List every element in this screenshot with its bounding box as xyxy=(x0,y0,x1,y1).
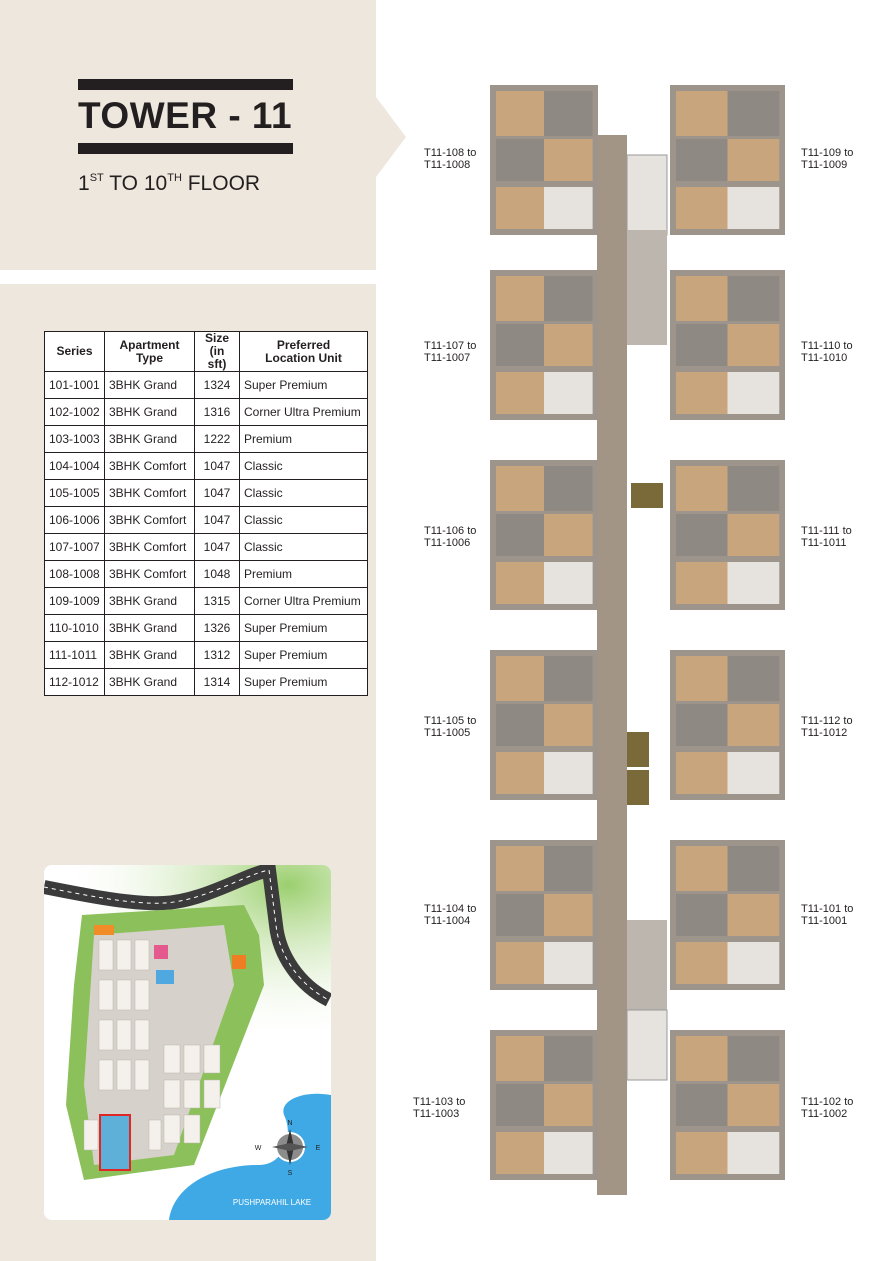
unit-label-line: T11-1007 xyxy=(424,352,471,364)
floor-plan xyxy=(405,80,875,1200)
room xyxy=(496,846,545,891)
table-header-row xyxy=(45,332,368,372)
room xyxy=(728,752,780,794)
unit-label-line: T11-1005 xyxy=(424,727,471,739)
room xyxy=(728,894,780,936)
title-rule-top xyxy=(78,79,293,90)
cell-location: Classic xyxy=(240,453,368,480)
cell-series: 109-1009 xyxy=(45,588,105,615)
header-location: Preferred Location Unit xyxy=(240,332,368,372)
cell-location: Classic xyxy=(240,507,368,534)
room xyxy=(496,704,545,746)
room xyxy=(676,276,728,321)
table-row xyxy=(45,372,368,399)
floor-range xyxy=(78,172,260,196)
unit-label-line: T11-103 to xyxy=(413,1096,466,1108)
room xyxy=(496,91,545,136)
table-row xyxy=(45,615,368,642)
room xyxy=(728,276,780,321)
table-row xyxy=(45,561,368,588)
lift xyxy=(631,483,663,508)
room xyxy=(728,91,780,136)
unit-label-line: T11-1009 xyxy=(801,159,848,171)
room xyxy=(676,656,728,701)
cell-type: 3BHK Comfort xyxy=(105,453,195,480)
room xyxy=(544,704,593,746)
floor-to-word: TO xyxy=(109,172,139,195)
cell-type: 3BHK Grand xyxy=(105,669,195,696)
unit-label-line: T11-112 to xyxy=(801,715,853,727)
room xyxy=(676,942,728,984)
unit-label-right xyxy=(801,903,853,927)
cell-location: Super Premium xyxy=(240,372,368,399)
cell-size: 1048 xyxy=(195,561,240,588)
room xyxy=(676,514,728,556)
room xyxy=(544,372,593,414)
cell-size: 1047 xyxy=(195,453,240,480)
cell-location: Corner Ultra Premium xyxy=(240,399,368,426)
cell-series: 108-1008 xyxy=(45,561,105,588)
room xyxy=(676,324,728,366)
site-plan-svg xyxy=(44,865,331,1220)
room xyxy=(676,139,728,181)
room xyxy=(728,139,780,181)
room xyxy=(496,1084,545,1126)
cell-size: 1047 xyxy=(195,534,240,561)
room xyxy=(496,942,545,984)
unit-label-left xyxy=(424,903,476,927)
cell-location: Classic xyxy=(240,480,368,507)
cell-series: 107-1007 xyxy=(45,534,105,561)
cell-type: 3BHK Grand xyxy=(105,426,195,453)
room xyxy=(728,1084,780,1126)
cell-type: 3BHK Grand xyxy=(105,588,195,615)
floor-suffix: FLOOR xyxy=(187,172,261,195)
room xyxy=(728,846,780,891)
room xyxy=(544,514,593,556)
table-row xyxy=(45,642,368,669)
cell-location: Super Premium xyxy=(240,642,368,669)
unit-label-line: T11-106 to xyxy=(424,525,477,537)
table-row xyxy=(45,534,368,561)
room xyxy=(728,466,780,511)
room xyxy=(676,752,728,794)
cell-series: 103-1003 xyxy=(45,426,105,453)
compass-n: N xyxy=(287,1120,293,1127)
room xyxy=(676,91,728,136)
unit-label-line: T11-1012 xyxy=(801,727,848,739)
unit-label-line: T11-108 to xyxy=(424,147,477,159)
room xyxy=(496,894,545,936)
cell-type: 3BHK Comfort xyxy=(105,534,195,561)
room xyxy=(728,562,780,604)
room xyxy=(728,324,780,366)
room xyxy=(544,656,593,701)
room xyxy=(676,466,728,511)
header-size: Size (in sft) xyxy=(195,332,240,372)
room xyxy=(544,846,593,891)
stair-core xyxy=(627,230,667,345)
room xyxy=(496,324,545,366)
cell-location: Premium xyxy=(240,426,368,453)
compass-s: S xyxy=(287,1170,293,1177)
room xyxy=(496,276,545,321)
lake-label: PUSHPARAHIL LAKE xyxy=(232,1198,312,1207)
room xyxy=(676,372,728,414)
room xyxy=(496,187,545,229)
cell-series: 105-1005 xyxy=(45,480,105,507)
room xyxy=(728,942,780,984)
room xyxy=(544,91,593,136)
unit-label-right xyxy=(801,525,852,549)
room xyxy=(676,894,728,936)
floor-to-number: 10 xyxy=(143,172,168,195)
table-row xyxy=(45,588,368,615)
cell-series: 101-1001 xyxy=(45,372,105,399)
room xyxy=(496,656,545,701)
room xyxy=(676,187,728,229)
unit-label-right xyxy=(801,147,853,171)
room xyxy=(496,1132,545,1174)
room xyxy=(544,942,593,984)
table-row xyxy=(45,426,368,453)
room xyxy=(496,139,545,181)
cell-size: 1316 xyxy=(195,399,240,426)
room xyxy=(496,514,545,556)
cell-type: 3BHK Comfort xyxy=(105,561,195,588)
corridor xyxy=(597,135,627,1195)
room xyxy=(676,1036,728,1081)
shaft xyxy=(627,155,667,235)
room xyxy=(544,562,593,604)
room xyxy=(544,894,593,936)
cell-type: 3BHK Grand xyxy=(105,642,195,669)
room xyxy=(676,1132,728,1174)
room xyxy=(728,514,780,556)
room xyxy=(728,1036,780,1081)
unit-label-line: T11-102 to xyxy=(801,1096,854,1108)
room xyxy=(496,1036,545,1081)
cell-location: Classic xyxy=(240,534,368,561)
cell-series: 106-1006 xyxy=(45,507,105,534)
room xyxy=(544,1132,593,1174)
cell-size: 1326 xyxy=(195,615,240,642)
room xyxy=(544,1036,593,1081)
cell-size: 1222 xyxy=(195,426,240,453)
room xyxy=(544,1084,593,1126)
unit-label-line: T11-1003 xyxy=(413,1108,460,1120)
unit-label-left xyxy=(413,1096,465,1120)
unit-label-left xyxy=(424,340,476,364)
cell-size: 1315 xyxy=(195,588,240,615)
table-row xyxy=(45,669,368,696)
unit-label-right xyxy=(801,1096,853,1120)
cell-type: 3BHK Comfort xyxy=(105,507,195,534)
header-series: Series xyxy=(45,332,105,372)
cell-location: Super Premium xyxy=(240,669,368,696)
table-row xyxy=(45,453,368,480)
room xyxy=(676,704,728,746)
unit-label-left xyxy=(424,715,476,739)
unit-label-line: T11-1002 xyxy=(801,1108,848,1120)
unit-label-line: T11-101 to xyxy=(801,903,854,915)
unit-label-line: T11-1004 xyxy=(424,915,471,927)
cell-size: 1047 xyxy=(195,480,240,507)
room xyxy=(676,562,728,604)
lift xyxy=(627,732,649,767)
unit-label-left xyxy=(424,525,476,549)
unit-label-line: T11-110 to xyxy=(801,340,853,352)
cell-type: 3BHK Grand xyxy=(105,372,195,399)
cell-series: 110-1010 xyxy=(45,615,105,642)
room xyxy=(496,752,545,794)
cell-series: 111-1011 xyxy=(45,642,105,669)
unit-label-line: T11-1006 xyxy=(424,537,471,549)
room xyxy=(676,846,728,891)
header-pointer-arrow xyxy=(376,97,406,177)
room xyxy=(728,187,780,229)
cell-type: 3BHK Comfort xyxy=(105,480,195,507)
unit-table xyxy=(44,331,368,696)
unit-label-line: T11-105 to xyxy=(424,715,477,727)
cell-size: 1312 xyxy=(195,642,240,669)
floor-from-number: 1 xyxy=(78,172,90,195)
room xyxy=(544,276,593,321)
compass-e: E xyxy=(315,1145,321,1152)
floor-to-suffix: TH xyxy=(167,172,182,184)
table-row xyxy=(45,399,368,426)
title-rule-bottom xyxy=(78,143,293,154)
room xyxy=(728,656,780,701)
unit-label-line: T11-109 to xyxy=(801,147,854,159)
cell-type: 3BHK Grand xyxy=(105,615,195,642)
room xyxy=(496,562,545,604)
room xyxy=(676,1084,728,1126)
table-row xyxy=(45,480,368,507)
compass-w: W xyxy=(254,1145,262,1152)
unit-label-line: T11-111 to xyxy=(801,525,852,537)
cell-series: 112-1012 xyxy=(45,669,105,696)
lift xyxy=(627,770,649,805)
unit-label-left xyxy=(424,147,476,171)
cell-location: Super Premium xyxy=(240,615,368,642)
site-plan-map xyxy=(44,865,331,1220)
unit-label-line: T11-1011 xyxy=(801,537,847,549)
unit-label-line: T11-104 to xyxy=(424,903,477,915)
unit-label-right xyxy=(801,715,853,739)
table-row xyxy=(45,507,368,534)
unit-label-line: T11-1008 xyxy=(424,159,471,171)
floor-from-suffix: ST xyxy=(89,172,104,184)
room xyxy=(496,372,545,414)
cell-series: 104-1004 xyxy=(45,453,105,480)
unit-label-line: T11-1010 xyxy=(801,352,848,364)
room xyxy=(544,466,593,511)
room xyxy=(496,466,545,511)
cell-size: 1324 xyxy=(195,372,240,399)
page-title: TOWER - 11 xyxy=(78,95,293,136)
cell-size: 1047 xyxy=(195,507,240,534)
shaft xyxy=(627,1010,667,1080)
room xyxy=(544,187,593,229)
room xyxy=(728,372,780,414)
cell-location: Premium xyxy=(240,561,368,588)
cell-location: Corner Ultra Premium xyxy=(240,588,368,615)
floor-plan-svg xyxy=(405,80,875,1200)
room xyxy=(544,139,593,181)
header-apartment-type: Apartment Type xyxy=(105,332,195,372)
cell-size: 1314 xyxy=(195,669,240,696)
room xyxy=(544,752,593,794)
unit-label-line: T11-107 to xyxy=(424,340,477,352)
unit-label-right xyxy=(801,340,853,364)
room xyxy=(728,1132,780,1174)
cell-type: 3BHK Grand xyxy=(105,399,195,426)
room xyxy=(544,324,593,366)
cell-series: 102-1002 xyxy=(45,399,105,426)
room xyxy=(728,704,780,746)
unit-label-line: T11-1001 xyxy=(801,915,848,927)
